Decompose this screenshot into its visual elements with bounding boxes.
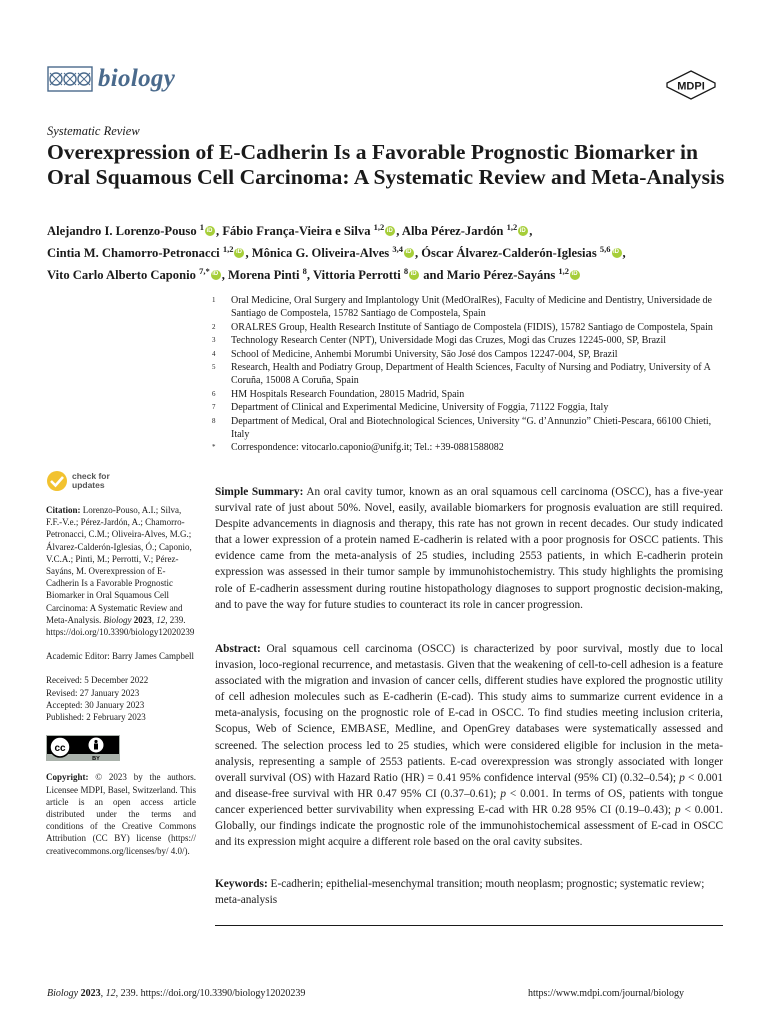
citation-year: 2023 — [133, 614, 152, 625]
author-affiliation-sup: 1,2 — [558, 265, 570, 276]
author-item — [227, 265, 313, 282]
affiliation-text: Technology Research Center (NPT), Universidade Mogi das Cruzes, Mogi das Cruzes 12245-000, SP, Brazil — [231, 335, 667, 347]
affiliation-text: Department of Clinical and Experimental Medicine, University of Foggia, 71122 Foggia, Italy — [231, 402, 609, 414]
author-name[interactable]: Mario Pérez-Sayáns — [446, 267, 559, 282]
orcid-icon[interactable] — [570, 270, 580, 280]
affiliation-number: 7 — [212, 403, 216, 412]
author-item — [222, 224, 402, 238]
author-item — [402, 224, 532, 238]
author-name[interactable]: Cintia M. Chamorro-Petronacci — [47, 245, 223, 260]
affiliation-item — [205, 334, 725, 347]
author-list — [47, 219, 727, 284]
article-title: Overexpression of E-Cadherin Is a Favorable Prognostic Biomarker in Oral Squamous Cell Carcinoma: A Systematic Review and Meta-Analysis — [47, 140, 725, 189]
journal-logo[interactable] — [47, 58, 175, 100]
author-item — [251, 243, 422, 260]
orcid-icon[interactable] — [612, 248, 622, 258]
abstract-p-symbol: p — [500, 787, 506, 800]
article-type: Systematic Review — [47, 124, 140, 138]
author-name[interactable]: Morena Pinti — [227, 267, 303, 282]
simple-summary-text: An oral cavity tumor, known as an oral squamous cell carcinoma (OSCC), has a five-year survival rate of just about 50%. Novel, easily, available biomarkers for prognosis evaluation are still required. Despite advancements in diagnosis and therapy, this rate has not grown in recent decades. Our study indicated that a lower expression of a protein named E-cadherin is related with a poor prognosis for OSCC patients. This evidence came from the meta-analysis of 25 studies, including 2553 patients, in which E-cadherin protein expression was assessed in their tumor sample by immunohistochemistry. This study highlights the promising role of E-cadherin assessment during routine histopathology diagnoses to support prognostic decision-making, and to pave the way for future studies to counteract its role in cancer progression. — [215, 486, 723, 611]
published-date: Published: 2 February 2023 — [46, 712, 146, 723]
footer-doi[interactable]: , 239. https://doi.org/10.3390/biology12020239 — [115, 988, 306, 999]
orcid-icon[interactable] — [234, 248, 244, 258]
affiliation-text: Research, Health and Podiatry Group, Department of Health Sciences, Faculty of Nursing and Podiatry, University of A Coruña, 15008 A Coruña, Spain — [231, 362, 711, 387]
author-separator: , — [622, 245, 626, 260]
check-updates-line1: check for — [72, 471, 110, 481]
author-item — [47, 265, 228, 282]
abstract-text: < 0.001. Globally, our findings indicate the prognostic role of the immunohistochemical assessment of E-cad in OSCC and its expression might acquire a different role based on the oral cavity subsites. — [215, 803, 723, 849]
author-separator: and — [420, 267, 447, 282]
author-affiliation-sup: 7,* — [199, 265, 210, 276]
keywords-text: E-cadherin; epithelial-mesenchymal transition; mouth neoplasm; prognostic; systematic review; meta-analysis — [215, 878, 705, 907]
affiliation-text: Oral Medicine, Oral Surgery and Implantology Unit (MedOralRes), Faculty of Medicine and Dentistry, Universidade de Santiago de Compostela, 15782 Santiago de Compostela, Spain — [231, 295, 712, 320]
abstract — [215, 641, 723, 850]
affiliations-list — [205, 294, 725, 455]
accepted-date: Accepted: 30 January 2023 — [46, 699, 145, 710]
journal-name: biology — [98, 65, 176, 92]
affiliation-item — [205, 321, 725, 334]
footer-journal-url[interactable]: https://www.mdpi.com/journal/biology — [528, 988, 685, 999]
author-affiliation-sup: 8 — [403, 265, 409, 276]
footer-citation[interactable]: Biology 2023, 12, 239. https://doi.org/10.3390/biology12020239 — [47, 988, 306, 999]
keywords-label: Keywords: — [215, 878, 268, 890]
author-affiliation-sup: 1,2 — [373, 222, 385, 232]
author-affiliation-sup: 8 — [302, 265, 307, 276]
affiliation-number: 5 — [212, 363, 216, 372]
orcid-icon[interactable] — [404, 248, 414, 258]
citation-doi[interactable]: , 239. https://doi.org/10.3390/biology12020239 — [46, 614, 195, 638]
citation-block: Citation: Lorenzo-Pouso, A.I.; Silva, F.F.-V.e.; Pérez-Jardón, A.; Chamorro-Petronacci, C.M.; Oliveira-Alves, M.G.; Álvarez-Calderón-Iglesias, Ó.; Caponio, V.C.A.; Pinti, M.; Perrotti, V.; Pérez-Sayáns, M. Overexpression of E-Cadherin Is a Favorable Prognostic Biomarker in Oral Squamous Cell Carcinoma: A Systematic Review and Meta-Analysis. Biology 2023, 12, 239. https://doi.org/10.3390/biology12020239 — [46, 505, 195, 638]
author-separator: , — [414, 245, 422, 260]
abstract-p-symbol: p — [674, 803, 681, 816]
author-affiliation-sup: 5,6 — [599, 243, 611, 254]
affiliation-text: ORALRES Group, Health Research Institute of Santiago de Compostela (FIDIS), 15782 Santiago de Compostela, Spain — [231, 321, 713, 333]
author-item — [446, 265, 581, 282]
revised-date: Revised: 27 January 2023 — [46, 687, 140, 698]
affiliation-item — [205, 388, 725, 401]
affiliation-item — [205, 441, 725, 454]
academic-editor: Academic Editor: Barry James Campbell — [46, 651, 194, 662]
affiliation-text: Correspondence: vitocarlo.caponio@unifg.it; Tel.: +39-0881588082 — [231, 442, 504, 454]
footer-journal: Biology — [47, 988, 79, 999]
author-item — [47, 224, 222, 238]
citation-text: Lorenzo-Pouso, A.I.; Silva, F.F.-V.e.; Pérez-Jardón, A.; Chamorro-Petronacci, C.M.; Oliveira-Alves, M.G.; Álvarez-Calderón-Iglesias, Ó.; Caponio, V.C.A.; Pinti, M.; Perrotti, V.; Pérez-Sayáns, M. Overexpression of E-Cadherin Is a Favorable Prognostic Biomarker in Oral Squamous Cell Carcinoma: A Systematic Review and Meta-Analysis. — [46, 505, 192, 625]
author-affiliation-sup: 1 — [199, 222, 205, 232]
affiliation-number: 2 — [212, 322, 216, 331]
author-name[interactable]: Alejandro I. Lorenzo-Pouso — [47, 224, 200, 239]
author-separator: , — [245, 245, 252, 260]
affiliation-item — [205, 415, 725, 442]
affiliation-text: HM Hospitals Research Foundation, 28015 Madrid, Spain — [231, 388, 465, 400]
author-name[interactable]: Óscar Álvarez-Calderón-Iglesias — [421, 245, 600, 260]
abstract-label: Abstract: — [215, 643, 261, 655]
orcid-icon[interactable] — [409, 270, 419, 280]
affiliation-number: 3 — [212, 336, 216, 345]
abstract-text: < 0.001 and disease-free survival with HR 0.47 95% CI (0.37–0.61); — [215, 771, 724, 800]
section-divider — [215, 925, 723, 926]
author-affiliation-sup: 1,2 — [506, 222, 518, 232]
svg-text:cc: cc — [54, 743, 66, 755]
copyright-label: Copyright: — [46, 772, 89, 783]
author-separator: , — [529, 224, 533, 239]
affiliation-item — [205, 348, 725, 361]
copyright-block — [46, 771, 196, 856]
affiliation-item — [205, 401, 725, 414]
author-name[interactable]: Mônica G. Oliveira-Alves — [251, 245, 393, 260]
footer-volume: 12 — [105, 988, 116, 999]
affiliation-number: 6 — [212, 389, 216, 398]
article-sidebar — [46, 466, 196, 857]
affiliation-number: * — [212, 443, 216, 452]
svg-text:MDPI: MDPI — [677, 80, 705, 93]
orcid-icon[interactable] — [205, 226, 215, 236]
footer-year: 2023 — [80, 988, 101, 999]
citation-label: Citation: — [46, 505, 81, 515]
affiliation-number: 4 — [212, 349, 216, 358]
author-separator: , — [306, 267, 313, 282]
dates-block — [46, 674, 196, 723]
abstract-text: Oral squamous cell carcinoma (OSCC) is characterized by poor survival, mostly due to local invasion, loco-regional recurrence, and metastasis. Given that the weakening of cell-to-cell adhesion is a feature associated with the migration and invasion of cancer cells, different studies have explored the prognostic utility of cell adhesion molecules such as E-cadherin (E-cad). This study aims to summarize current evidence in a meta-analysis, focusing on the prognostic role of E-cad in OSCC. To find studies meeting inclusion criteria, Scopus, Web of Science, EMBASE, Medline, and OpenGrey databases were systematically assessed and screened. The selection process led to 25 studies, which were considered eligible for inclusion in the meta-analysis, representing a sample of 2553 patients. E-cad overexpression was strongly associated with longer overall survival (OS) with Hazard Ratio (HR) = 0.41 95% confidence interval (95% CI) (0.32–0.54); — [215, 643, 723, 784]
author-item — [421, 243, 626, 260]
author-name[interactable]: Vittoria Perrotti — [312, 267, 404, 282]
author-affiliation-sup: 1,2 — [222, 243, 234, 254]
affiliation-number: 8 — [212, 416, 216, 425]
author-name[interactable]: Vito Carlo Alberto Caponio — [47, 267, 200, 282]
journal-logo-icon — [47, 61, 93, 97]
keywords — [215, 876, 723, 908]
citation-journal: Biology — [103, 614, 132, 625]
author-separator: , — [396, 224, 402, 239]
cc-by-license-icon[interactable] — [46, 735, 120, 761]
affiliation-text: Department of Medical, Oral and Biotechnological Sciences, University “G. d’Annunzio” Chieti-Pescara, 66100 Chieti, Italy — [231, 415, 712, 441]
abstract-p-symbol: p — [679, 771, 685, 784]
author-name[interactable]: Alba Pérez-Jardón — [401, 224, 507, 239]
abstract-text: < 0.001. In terms of OS, patients with tongue cancer experienced better survivability when expressing E-cad with HR 0.28 95% CI (0.19–0.43); — [215, 787, 723, 816]
orcid-icon[interactable] — [385, 226, 395, 236]
affiliation-number: 1 — [212, 296, 216, 304]
author-separator: , — [216, 224, 223, 239]
simple-summary-label: Simple Summary: — [215, 486, 304, 498]
orcid-icon[interactable] — [518, 226, 528, 236]
author-item — [47, 243, 252, 260]
check-updates-line2: updates — [72, 480, 105, 490]
citation-volume: 12 — [156, 614, 166, 625]
affiliation-item — [205, 294, 725, 321]
check-updates-icon — [46, 470, 68, 492]
affiliation-item — [205, 361, 725, 388]
svg-text:BY: BY — [92, 756, 100, 762]
simple-summary — [215, 484, 723, 613]
author-affiliation-sup: 3,4 — [392, 243, 403, 254]
author-name[interactable]: Fábio França-Vieira e Silva — [222, 224, 374, 239]
mdpi-logo[interactable] — [665, 70, 717, 100]
copyright-text: © 2023 by the authors. Licensee MDPI, Basel, Switzerland. This article is an open access article distributed under the terms and conditions of the Creative Commons Attribution (CC BY) license (https:// creativecommons.org/licenses/by/ 4.0/). — [46, 772, 197, 856]
affiliation-text: School of Medicine, Anhembi Morumbi University, São José dos Campos 12247-004, SP, Brazil — [231, 348, 618, 360]
check-for-updates-button[interactable] — [46, 466, 196, 496]
orcid-icon[interactable] — [211, 270, 221, 280]
received-date: Received: 5 December 2022 — [46, 675, 149, 686]
author-item — [312, 265, 447, 282]
author-separator: , — [221, 267, 228, 282]
